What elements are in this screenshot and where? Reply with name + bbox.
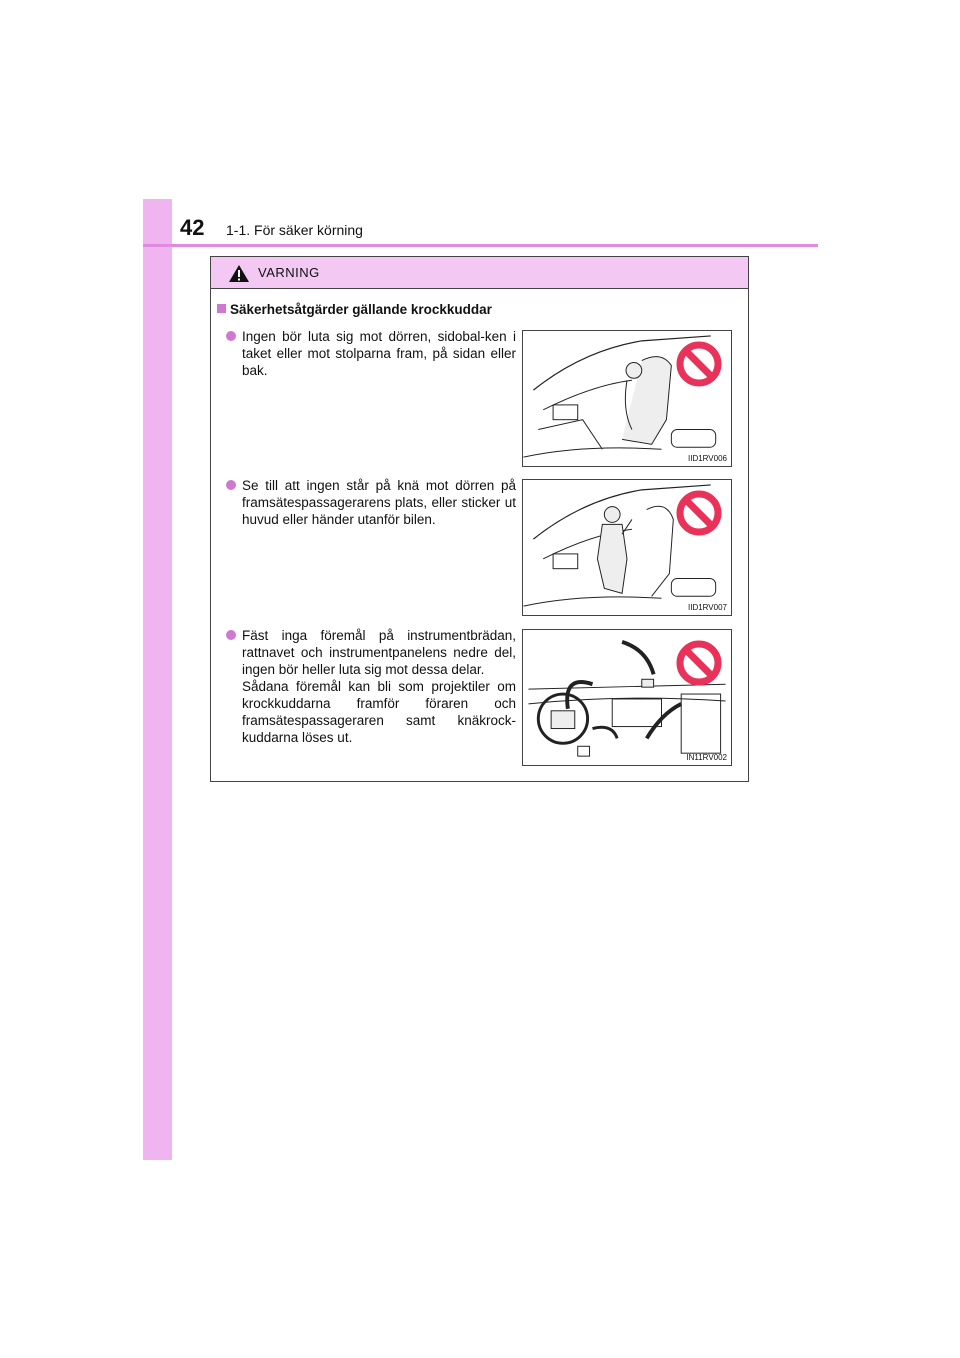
side-tab	[143, 199, 172, 1160]
prohibition-icon	[675, 489, 723, 537]
image-code: IN11RV002	[686, 753, 727, 762]
warning-triangle-icon	[228, 264, 250, 283]
warning-title: VARNING	[258, 265, 320, 280]
image-code: IID1RV007	[688, 603, 727, 612]
illustration-leaning-door	[522, 330, 732, 467]
bullet-icon	[226, 331, 236, 341]
image-code: IID1RV006	[688, 454, 727, 463]
list-item: Ingen bör luta sig mot dörren, sidobal-ken i taket eller mot stolparna fram, på sidan eller bak.	[226, 328, 516, 379]
bullet-icon	[226, 630, 236, 640]
prohibition-icon	[675, 639, 723, 687]
illustration-kneeling	[522, 479, 732, 616]
bullet-icon	[226, 480, 236, 490]
warning-box	[210, 256, 749, 782]
list-item: Fäst inga föremål på instrumentbrädan, rattnavet och instrumentpanelens nedre del, ingen bör heller luta sig mot dessa delar. Sådana föremål kan bli som projektiler om krockkuddarna framför föraren och framsätespassageraren samt knäkrock-kuddarna löses ut.	[226, 627, 516, 746]
warning-header	[211, 257, 748, 289]
prohibition-icon	[675, 340, 723, 388]
square-bullet-icon	[217, 304, 226, 313]
illustration-dashboard	[522, 629, 732, 766]
chapter-title: 1-1. För säker körning	[226, 222, 363, 238]
list-item: Se till att ingen står på knä mot dörren på framsätespassagerarens plats, eller sticker ut huvud eller händer utanför bilen.	[226, 477, 516, 528]
page-number: 42	[180, 215, 205, 240]
header-rule	[143, 244, 818, 247]
section-title: Säkerhetsåtgärder gällande krockkuddar	[217, 302, 492, 317]
